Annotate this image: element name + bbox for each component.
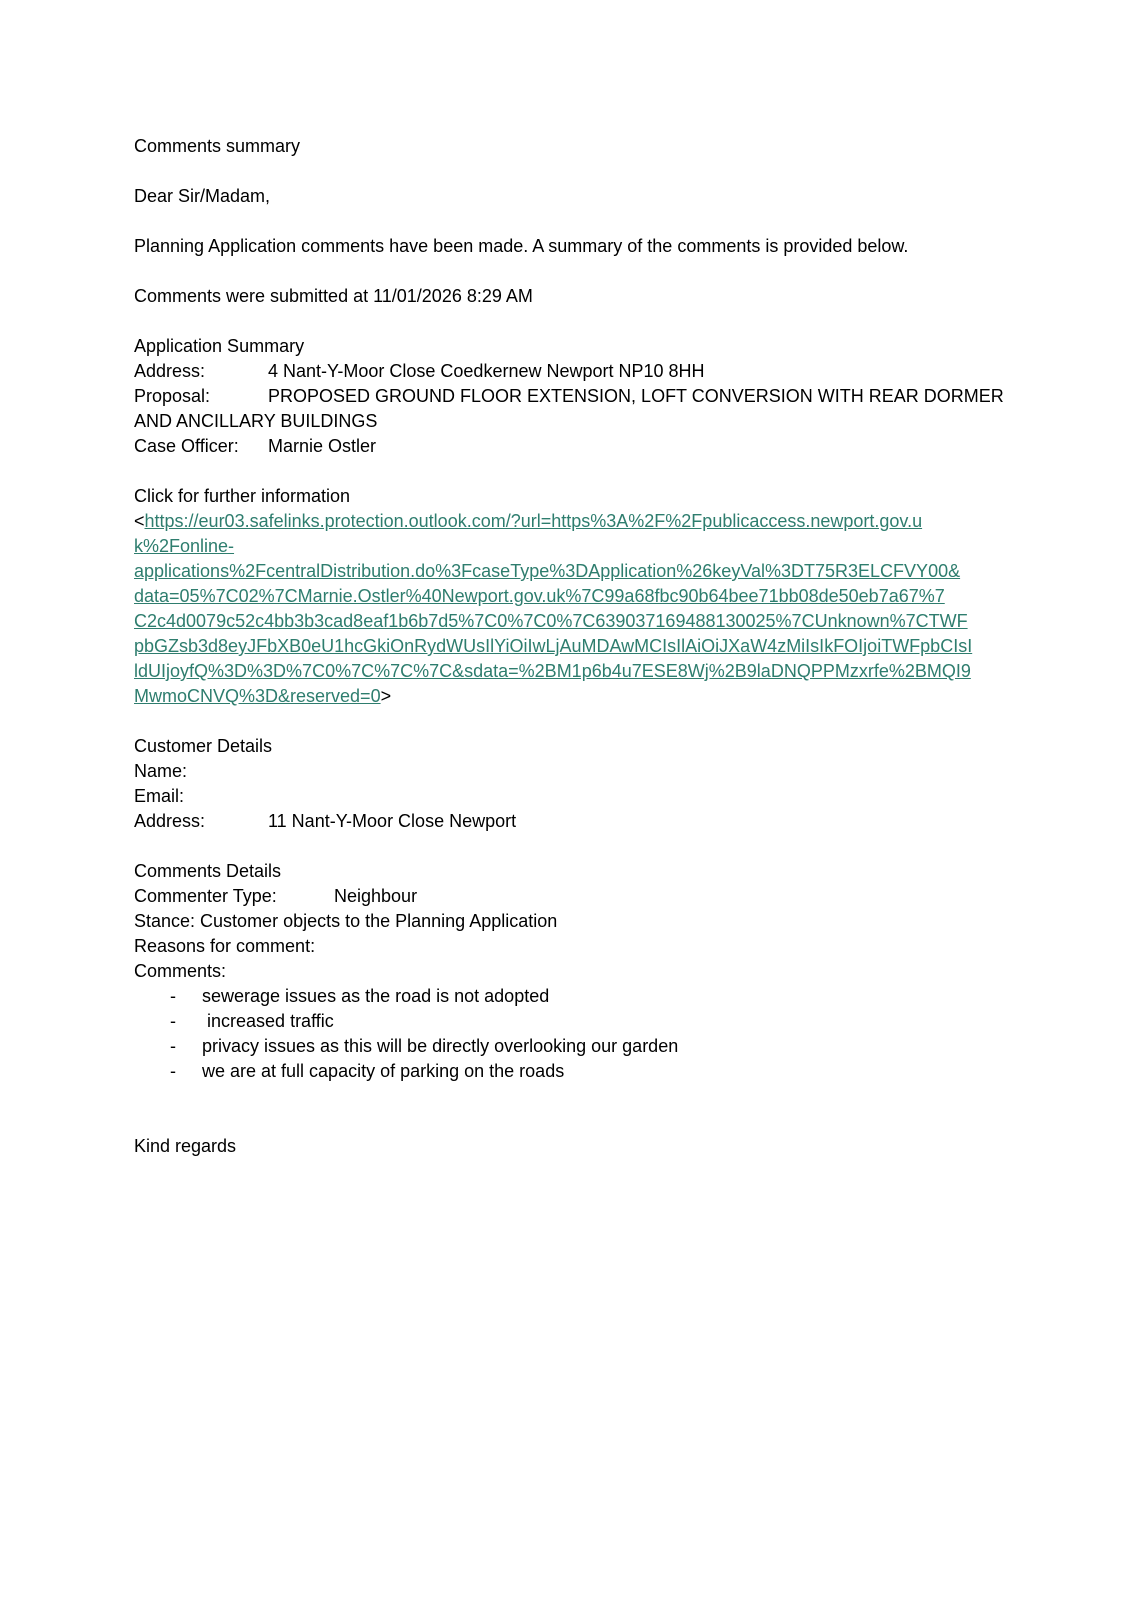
commenter-type-row (134, 884, 1024, 909)
customer-details-heading: Customer Details (134, 736, 273, 756)
application-address-row (134, 359, 1024, 384)
safelink-url[interactable]: data=05%7C02%7CMarnie.Ostler%40Newport.gov.uk%7C99a68fbc90b64bee71bb08de50eb7a67%7 (134, 586, 945, 606)
safelink-url-line (134, 509, 1024, 534)
close-angle-bracket: > (380, 686, 392, 706)
application-proposal-value: PROPOSED GROUND FLOOR EXTENSION, LOFT CONVERSION WITH REAR DORMER AND ANCILLARY BUILDINGS (134, 386, 1004, 431)
stance-line: Stance: Customer objects to the Planning Application (134, 911, 558, 931)
application-summary-section (134, 334, 1024, 459)
customer-address-row (134, 809, 1024, 834)
comment-bullet-item (134, 984, 1024, 1009)
application-address-label: Address: (134, 361, 206, 381)
application-case-officer-row (134, 434, 1024, 459)
comment-bullet-item (134, 1009, 1024, 1034)
safelink-url-line (134, 609, 1024, 634)
safelink-url-line (134, 584, 1024, 609)
safelink-url[interactable]: k%2Fonline- (134, 536, 235, 556)
safelink-url-line (134, 659, 1024, 684)
comment-bullet-text: privacy issues as this will be directly overlooking our garden (202, 1036, 679, 1056)
bullet-dash: - (170, 1036, 176, 1056)
application-case-officer-label: Case Officer: (134, 436, 239, 456)
application-case-officer-value: Marnie Ostler (268, 436, 377, 456)
customer-name-row (134, 759, 1024, 784)
customer-address-label: Address: (134, 811, 206, 831)
comment-bullet-text: we are at full capacity of parking on the roads (202, 1061, 565, 1081)
application-proposal-label: Proposal: (134, 386, 211, 406)
closing-line: Kind regards (134, 1136, 237, 1156)
comments-label-line: Comments: (134, 961, 227, 981)
safelink-url-block (134, 509, 1024, 709)
customer-address-value: 11 Nant-Y-Moor Close Newport (268, 811, 517, 831)
safelink-url[interactable]: C2c4d0079c52c4bb3b3cad8eaf1b6b7d5%7C0%7C0%7C639037169488130025%7CUnknown%7CTWF (134, 611, 968, 631)
open-angle-bracket: < (134, 511, 145, 531)
further-information-heading: Click for further information (134, 486, 351, 506)
safelink-url[interactable]: pbGZsb3d8eyJFbXB0eU1hcGkiOnRydWUsIlYiOiIwLjAuMDAwMCIsIlAiOiJXaW4zMiIsIkFOIjoiTWFpbCIsI (134, 636, 973, 656)
bullet-dash: - (170, 1011, 176, 1031)
comments-summary-heading: Comments summary (134, 136, 301, 156)
customer-email-row (134, 784, 1024, 809)
safelink-url-line (134, 684, 1024, 709)
safelink-url[interactable]: ldUIjoyfQ%3D%3D%7C0%7C%7C%7C&sdata=%2BM1p6b4u7ESE8Wj%2B9laDNQPPMzxrfe%2BMQI9 (134, 661, 971, 681)
safelink-url-line (134, 634, 1024, 659)
comment-bullet-item (134, 1059, 1024, 1084)
application-address-value: 4 Nant-Y-Moor Close Coedkernew Newport NP10 8HH (268, 361, 705, 381)
greeting-line: Dear Sir/Madam, (134, 186, 271, 206)
customer-email-label: Email: (134, 786, 185, 806)
comment-bullet-text: sewerage issues as the road is not adopted (202, 986, 550, 1006)
commenter-type-label: Commenter Type: (134, 886, 277, 906)
application-summary-heading: Application Summary (134, 336, 305, 356)
intro-paragraph: Planning Application comments have been made. A summary of the comments is provided below. (134, 236, 909, 256)
application-proposal-row (134, 384, 1024, 434)
safelink-url[interactable]: https://eur03.safelinks.protection.outlook.com/?url=https%3A%2F%2Fpublicaccess.newport.gov.u (144, 511, 923, 531)
safelink-url[interactable]: applications%2FcentralDistribution.do%3FcaseType%3DApplication%26keyVal%3DT75R3ELCFVY00& (134, 561, 961, 581)
email-body (134, 134, 1024, 1159)
further-information-section (134, 484, 1024, 709)
customer-name-label: Name: (134, 761, 188, 781)
safelink-url-line (134, 534, 1024, 559)
safelink-url-line (134, 559, 1024, 584)
comments-details-section (134, 859, 1024, 1084)
submitted-timestamp-line: Comments were submitted at 11/01/2026 8:29 AM (134, 286, 533, 306)
customer-details-section (134, 734, 1024, 834)
comment-bullet-text: increased traffic (202, 1011, 334, 1031)
commenter-type-value: Neighbour (334, 886, 418, 906)
comment-bullet-item (134, 1034, 1024, 1059)
safelink-url[interactable]: MwmoCNVQ%3D&reserved=0 (134, 686, 381, 706)
comments-details-heading: Comments Details (134, 861, 282, 881)
bullet-dash: - (170, 986, 176, 1006)
reasons-line: Reasons for comment: (134, 936, 316, 956)
bullet-dash: - (170, 1061, 176, 1081)
